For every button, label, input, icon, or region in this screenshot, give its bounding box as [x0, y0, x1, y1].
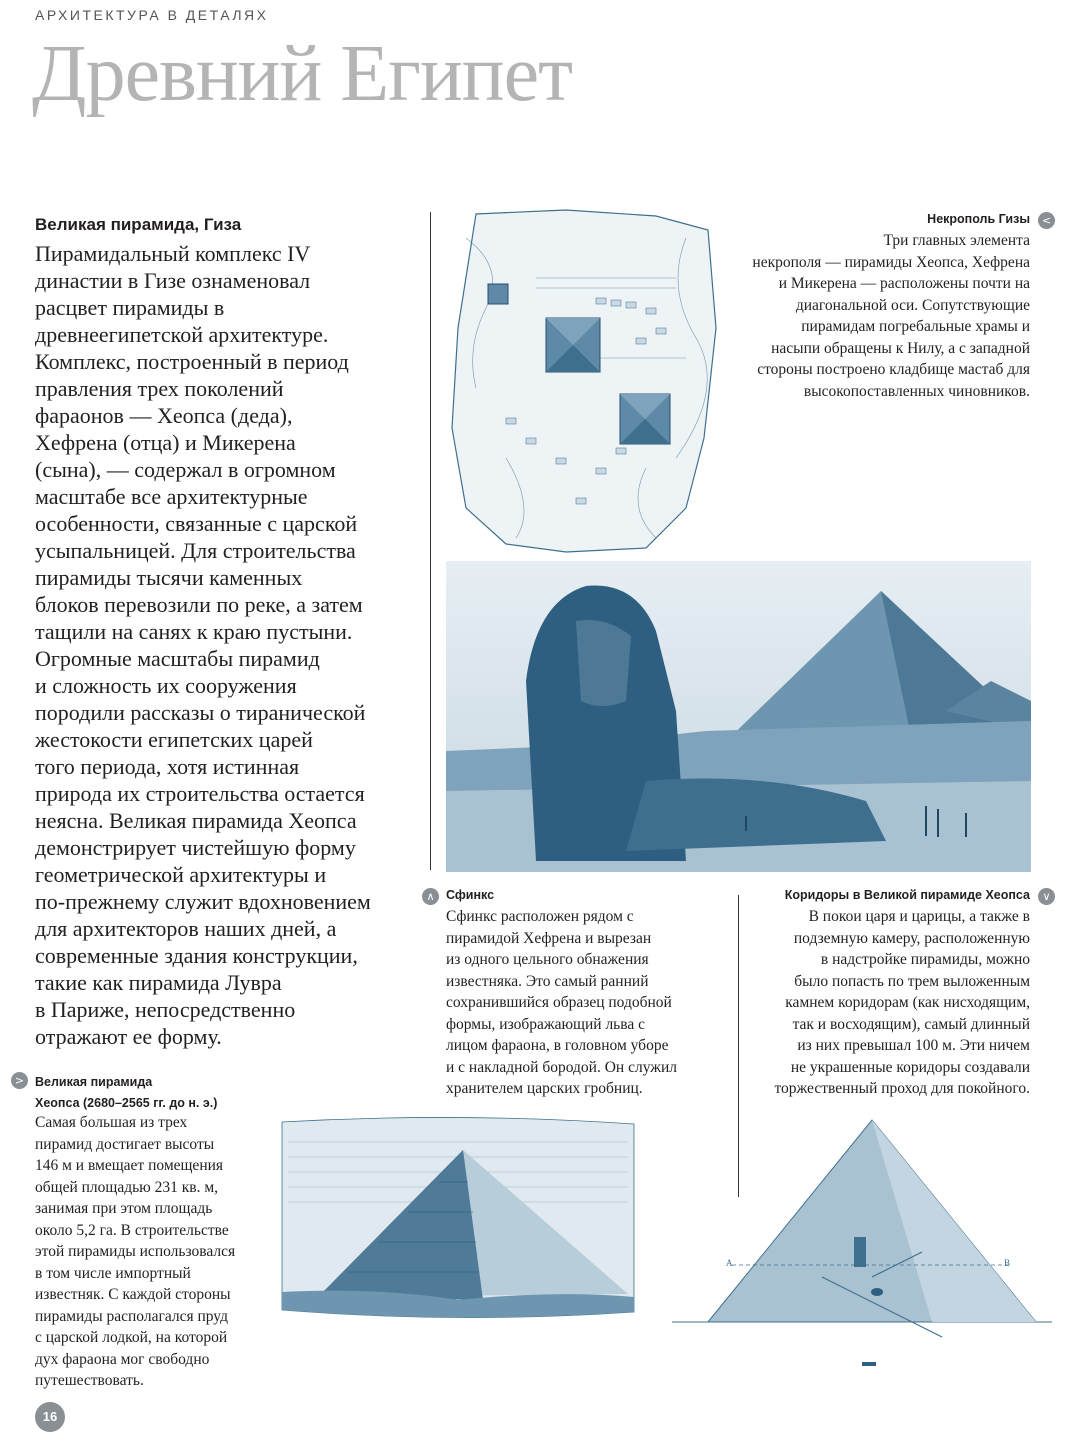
- cheops-caption-text: Самая большая из трех пирамид достигает высоты 146 м и вмещает помещения общей площадью 231 кв. м, занимая при этом площадь около 5,2 га. В строительстве этой пирамиды использовался в том числе импортный известняк. С каждой стороны пирамиды располагался пруд с царской лодкой, на которой дух фараона мог свободно путешествовать.: [35, 1114, 236, 1389]
- main-heading: Великая пирамида, Гиза: [35, 215, 242, 234]
- arrow-right-icon: >: [11, 1072, 28, 1089]
- cheops-caption-title-line2: Хеопса (2680–2565 гг. до н. э.): [35, 1096, 218, 1110]
- cheops-caption-title-line1: Великая пирамида: [35, 1075, 153, 1089]
- cheops-pyramid-engraving: [278, 1112, 638, 1322]
- necropolis-caption-title: Некрополь Гизы: [927, 212, 1030, 226]
- sphinx-caption-title: Сфинкс: [446, 888, 495, 902]
- page-title: Древний Египет: [32, 30, 573, 118]
- diagram-label-a: A: [726, 1258, 733, 1268]
- pyramid-cross-section-diagram: [672, 1112, 1052, 1372]
- sphinx-and-pyramid-image: [446, 561, 1031, 872]
- giza-necropolis-plan: [446, 208, 718, 554]
- section-kicker: АРХИТЕКТУРА В ДЕТАЛЯХ: [35, 7, 269, 23]
- arrow-left-icon: <: [1038, 212, 1055, 229]
- corridors-caption-text: В покои царя и царицы, а также в подземную камеру, расположенную в надстройке пирамиды, можно было попасть по трем выложенным камнем коридорам (как нисходящим, так и восходящим), самый длинный из них превышал 100 м. Эти ничем не украшенные коридоры создавали торжественный проход для покойного.: [774, 908, 1030, 1097]
- column-divider: [430, 212, 431, 870]
- cheops-caption-title: [35, 1072, 217, 1114]
- page-number: 16: [35, 1402, 65, 1432]
- arrow-down-icon: ∨: [1038, 888, 1055, 905]
- corridors-caption-title: Коридоры в Великой пирамиде Хеопса: [784, 888, 1030, 902]
- arrow-up-icon: ∧: [422, 888, 439, 905]
- diagram-label-b: B: [1004, 1258, 1011, 1268]
- necropolis-caption-text: Три главных элемента некрополя — пирамиды Хеопса, Хефрена и Микерена — расположены почти на диагональной оси. Сопутствующие пирамидам погребальные храмы и насыпи обращены к Нилу, а с западной стороны построено кладбище мастаб для высокопоставленных чиновников.: [752, 232, 1030, 400]
- sphinx-caption-text: Сфинкс расположен рядом с пирамидой Хефрена и вырезан из одного цельного обнажения известняка. Это самый ранний сохранившийся образец подобной формы, изображающий льва с лицом фараона, в головном уборе и с накладной бородой. Он служил хранителем царских гробниц.: [446, 908, 677, 1097]
- main-body-text: Пирамидальный комплекс IV династии в Гизе ознаменовал расцвет пирамиды в древнеегипетской архитектуре. Комплекс, построенный в период правления трех поколений фараонов — Хеопса (деда), Хефрена (отца) и Микерена (сына), — содержал в огромном масштабе все архитектурные особенности, связанные с царской усыпальницей. Для строительства пирамиды тысячи каменных блоков перевозили по реке, а затем тащили на санях к краю пустыни. Огромные масштабы пирамид и сложность их сооружения породили рассказы о тиранической жестокости египетских царей того периода, хотя истинная природа их строительства остается неясна. Великая пирамида Хеопса демонстрирует чистейшую форму геометрической архитектуры и по-прежнему служит вдохновением для архитекторов наших дней, а современные здания конструкции, такие как пирамида Лувра в Париже, непосредственно отражают ее форму.: [35, 241, 371, 1049]
